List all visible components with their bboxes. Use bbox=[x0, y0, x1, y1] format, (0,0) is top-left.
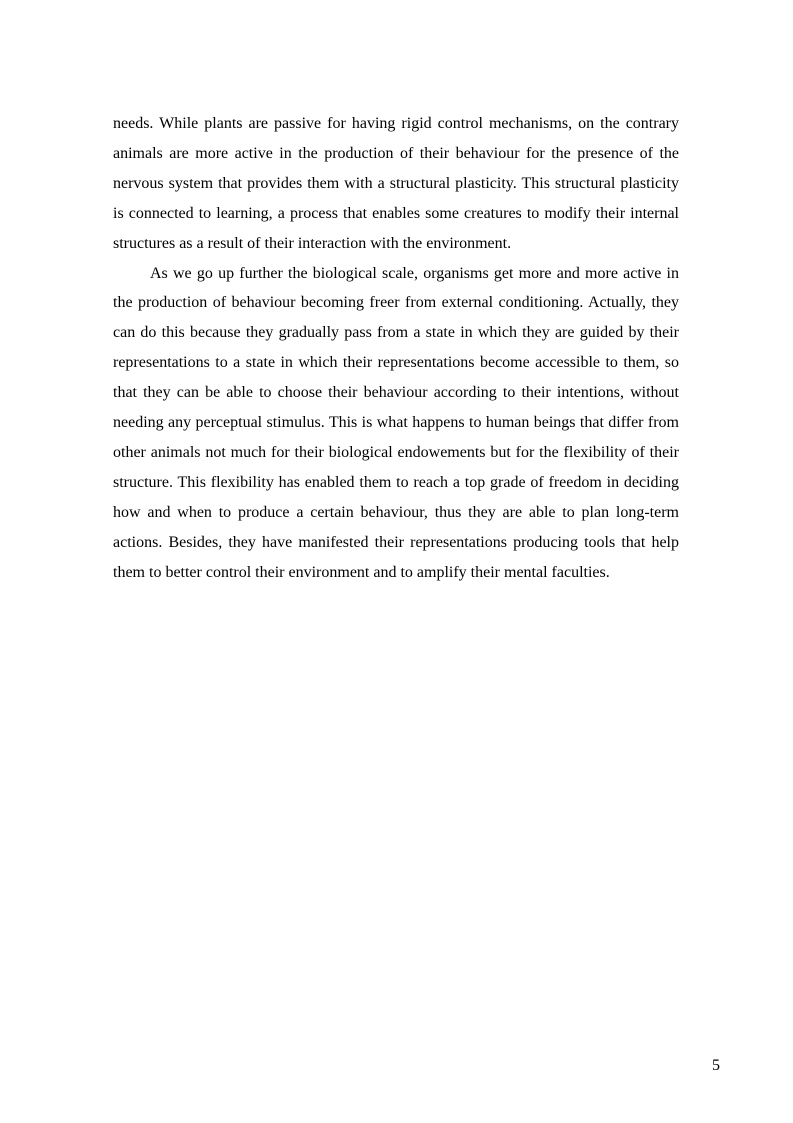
paragraph-biological-scale: As we go up further the biological scale, organisms get more and more active in the production of behaviour becoming freer from external conditioning. Actually, they can do this because they gradually pass from a state in which they are guided by their representations to a state in which their representations become accessible to them, so that they can be able to choose their behaviour according to their intentions, without needing any perceptual stimulus. This is what happens to human beings that differ from other animals not much for their biological endowements but for the flexibility of their structure. This flexibility has enabled them to reach a top grade of freedom in deciding how and when to produce a certain behaviour, thus they are able to plan long-term actions. Besides, they have manifested their representations producing tools that help them to better control their environment and to amplify their mental faculties. bbox=[113, 264, 679, 581]
body-text bbox=[113, 109, 679, 588]
page-number: 5 bbox=[712, 1057, 720, 1074]
paragraph-continuation: needs. While plants are passive for having rigid control mechanisms, on the contrary animals are more active in the production of their behaviour for the presence of the nervous system that provides them with a structural plasticity. This structural plasticity is connected to learning, a process that enables some creatures to modify their internal structures as a result of their interaction with the environment. bbox=[113, 115, 679, 252]
